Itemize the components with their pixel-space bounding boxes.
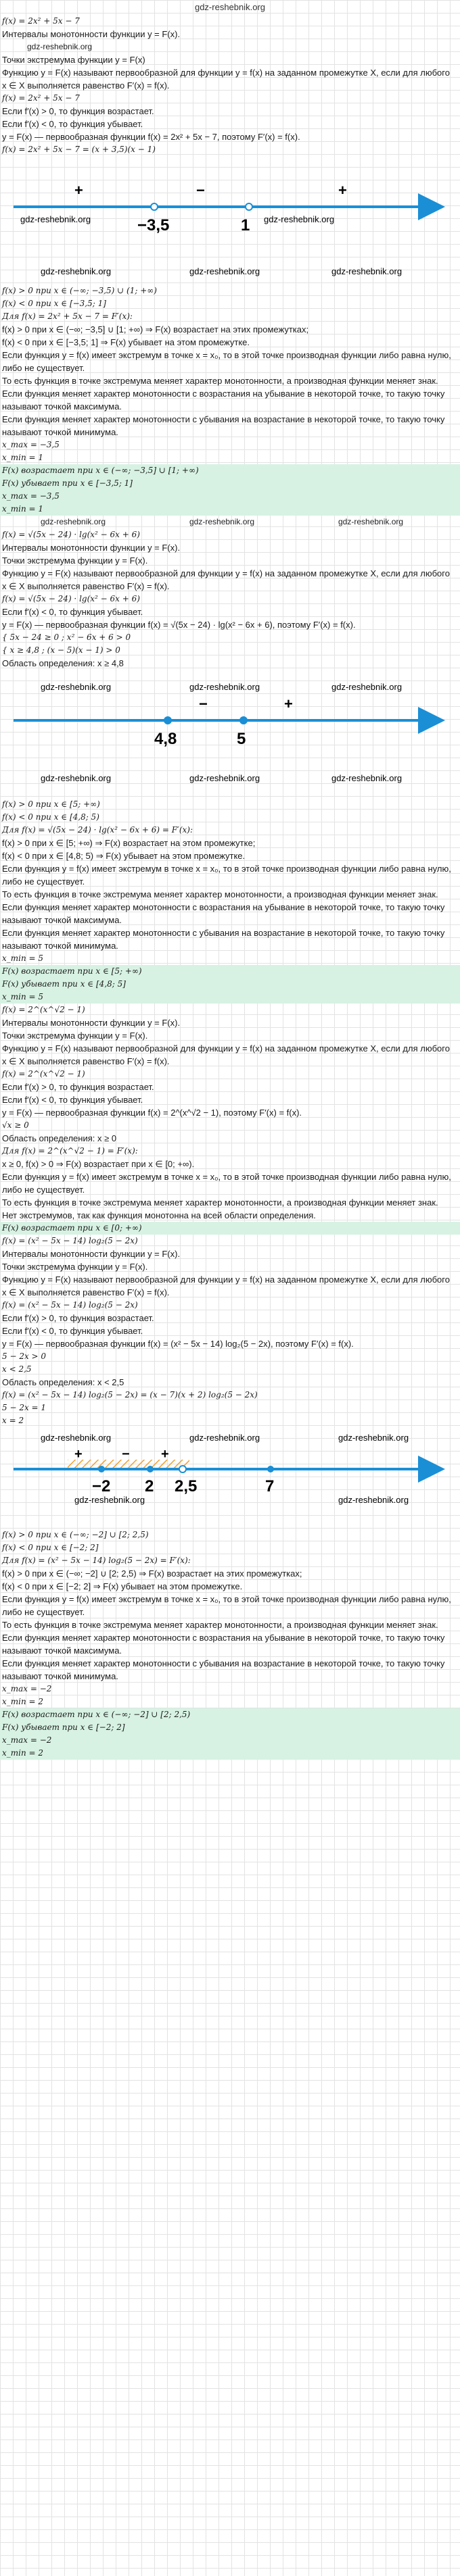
- theory-text: Если функция меняет характер монотонности с убывания на возрастание в некоторой точке, то такую точку называют точкой минимума.: [2, 414, 445, 437]
- watermark: gdz-reshebnik.org: [41, 682, 112, 692]
- theory-text: Если функция меняет характер монотонности с возрастания на убывание в некоторой точке, то такую точку называют точкой максимума.: [2, 389, 445, 412]
- function-formula: f(x) = (x² − 5x − 14) log₂(5 − 2x): [2, 1300, 138, 1310]
- root-equation: x = 2: [2, 1416, 24, 1425]
- watermark: gdz-reshebnik.org: [331, 773, 402, 783]
- derivative-note: Для f(x) = 2^(x^√2 − 1) = F′(x):: [2, 1146, 138, 1156]
- answer-line: F(x) убывает при x ∈ [−2; 2]: [2, 1723, 125, 1732]
- solution-part-1: [0, 15, 460, 528]
- definition-text: Функцию y = F(x) называют первообразной для функции y = f(x) на заданном промежутке X, если для любого x ∈ X выполняется равенство F′(x) = f(x).: [2, 568, 450, 591]
- answer-line: F(x) возрастает при x ∈ [5; +∞): [2, 966, 142, 976]
- theory-text: Если функция меняет характер монотонности с убывания на возрастание в некоторой точке, то такую точку называют точкой минимума.: [2, 928, 445, 951]
- rule-decrease: Если f′(x) < 0, то функция убывает.: [2, 607, 143, 617]
- watermark: gdz-reshebnik.org: [41, 517, 106, 526]
- answer-line: x_max = −3,5: [2, 491, 60, 501]
- sign-label: +: [74, 1447, 83, 1462]
- answer-line: x_min = 1: [2, 504, 44, 514]
- extremum-value: x_min = 5: [2, 953, 44, 963]
- theory-text: Если функция меняет характер монотонности с возрастания на убывание в некоторой точке, то такую точку называют точкой максимума.: [2, 902, 445, 925]
- watermark: gdz-reshebnik.org: [189, 517, 255, 526]
- sign-interval: f(x) < 0 при x ∈ [−2; 2]: [2, 1543, 99, 1552]
- function-formula: f(x) = √(5x − 24) · lg(x² − 6x + 6): [2, 530, 140, 539]
- monotonic-conclusion: f(x) < 0 при x ∈ [4,8; 5) ⇒ F(x) убывает на этом промежутке.: [2, 851, 246, 861]
- number-line: [0, 156, 460, 284]
- axis-point: [240, 717, 247, 724]
- sign-interval: f(x) > 0 при x ∈ (−∞; −3,5) ∪ (1; +∞): [2, 286, 157, 295]
- answer-box: [0, 464, 460, 516]
- domain-line: Область определения: x ≥ 0: [2, 1133, 117, 1143]
- solution-part-3: [0, 1004, 460, 1235]
- rule-decrease: Если f′(x) < 0, то функция убывает.: [2, 1326, 143, 1336]
- function-formula: f(x) = 2^(x^√2 − 1): [2, 1005, 85, 1014]
- extremum-value: x_min = 1: [2, 453, 44, 462]
- rule-increase: Если f′(x) > 0, то функция возрастает.: [2, 106, 154, 116]
- antiderivative-text: y = F(x) — первообразная функции f(x) = √(5x − 24) · lg(x² − 6x + 6), поэтому F′(x) = f(x).: [2, 620, 356, 630]
- watermark: gdz-reshebnik.org: [338, 1433, 409, 1443]
- answer-line: F(x) возрастает при x ∈ (−∞; −2] ∪ [2; 2,5): [2, 1710, 191, 1719]
- sign-label: +: [161, 1447, 169, 1462]
- watermark-row: [0, 516, 460, 528]
- definition-text: Функцию y = F(x) называют первообразной для функции y = f(x) на заданном промежутке X, если для любого x ∈ X выполняется равенство F′(x) = f(x).: [2, 68, 450, 91]
- answer-line: F(x) возрастает при x ∈ [0; +∞): [2, 1223, 142, 1233]
- tick-label: 1: [241, 216, 250, 234]
- site-header: gdz-reshebnik.org: [194, 2, 266, 12]
- sign-label: −: [122, 1447, 130, 1462]
- task-line: Интервалы монотонности функции y = F(x).: [2, 29, 181, 39]
- number-line: [0, 1427, 460, 1529]
- answer-line: F(x) возрастает при x ∈ (−∞; −3,5] ∪ [1; +∞): [2, 466, 199, 475]
- answer-box: [0, 1708, 460, 1760]
- domain-condition: x < 2,5: [2, 1364, 32, 1374]
- theory-text: Если функция y = f(x) имеет экстремум в точке x = x₀, то в этой точке производная функции либо равна нулю, либо не существует.: [2, 350, 451, 373]
- watermark: gdz-reshebnik.org: [20, 214, 91, 224]
- theory-text: Если функция меняет характер монотонности с убывания на возрастание в некоторой точке, то такую точку называют точкой минимума.: [2, 1658, 445, 1681]
- theory-text: Если функция меняет характер монотонности с возрастания на убывание в некоторой точке, то такую точку называют точкой максимума.: [2, 1633, 445, 1656]
- monotonic-conclusion: f(x) > 0 при x ∈ [5; +∞) ⇒ F(x) возрастает на этом промежутке;: [2, 838, 256, 848]
- extremum-value: x_min = 2: [2, 1697, 44, 1706]
- watermark-row: [0, 41, 460, 53]
- watermark: gdz-reshebnik.org: [27, 42, 93, 51]
- answer-line: x_min = 2: [2, 1748, 44, 1758]
- system-line: { 5x − 24 ≥ 0 ; x² − 6x + 6 > 0: [2, 633, 131, 642]
- axis-point: [164, 717, 171, 724]
- solution-part-4: [0, 1235, 460, 1760]
- answer-line: x_min = 5: [2, 992, 44, 1001]
- root-equation: 5 − 2x = 1: [2, 1403, 47, 1412]
- watermark: gdz-reshebnik.org: [189, 682, 260, 692]
- sign-interval: f(x) > 0 при x ∈ [5; +∞): [2, 799, 100, 809]
- theory-text: То есть функция в точке экстремума меняет характер монотонности, а производная функции меняет знак.: [2, 376, 438, 386]
- answer-box: [0, 1222, 460, 1235]
- tick-label: 2: [145, 1477, 154, 1495]
- watermark: gdz-reshebnik.org: [189, 266, 260, 276]
- axis-point: [267, 1466, 274, 1472]
- monotonic-conclusion: f(x) < 0 при x ∈ [−2; 2] ⇒ F(x) убывает на этом промежутке.: [2, 1581, 243, 1591]
- definition-text: Функцию y = F(x) называют первообразной для функции y = f(x) на заданном промежутке X, если для любого x ∈ X выполняется равенство F′(x) = f(x).: [2, 1043, 450, 1066]
- task-line: Интервалы монотонности функции y = F(x).: [2, 1018, 181, 1028]
- theory-text: Если функция y = f(x) имеет экстремум в точке x = x₀, то в этой точке производная функции либо равна нулю, либо не существует.: [2, 1172, 451, 1195]
- answer-line: F(x) убывает при x ∈ [4,8; 5]: [2, 979, 126, 989]
- tick-label: 5: [237, 730, 246, 748]
- tick-label: −2: [92, 1477, 111, 1495]
- function-formula: f(x) = 2x² + 5x − 7: [2, 93, 80, 103]
- watermark: gdz-reshebnik.org: [189, 773, 260, 783]
- factorization: f(x) = (x² − 5x − 14) log₂(5 − 2x) = (x − 7)(x + 2) log₂(5 − 2x): [2, 1390, 258, 1400]
- number-line-svg: [0, 156, 460, 284]
- sign-interval: f(x) > 0 при x ∈ (−∞; −2] ∪ [2; 2,5): [2, 1530, 149, 1539]
- watermark: gdz-reshebnik.org: [74, 1495, 145, 1505]
- number-line-svg: [0, 670, 460, 798]
- derivative-note: Для f(x) = (x² − 5x − 14) log₂(5 − 2x) = F′(x):: [2, 1556, 191, 1565]
- solution-part-2: [0, 528, 460, 1004]
- theory-text: Если функция y = f(x) имеет экстремум в точке x = x₀, то в этой точке производная функции либо равна нулю, либо не существует.: [2, 1594, 451, 1617]
- sign-label: −: [196, 182, 205, 199]
- rule-decrease: Если f′(x) < 0, то функция убывает.: [2, 119, 143, 129]
- derivative-note: Для f(x) = √(5x − 24) · lg(x² − 6x + 6) = F′(x):: [2, 825, 193, 835]
- sign-label: +: [284, 695, 293, 712]
- task-line: Точки экстремума функции y = F(x).: [2, 1262, 148, 1272]
- theory-text: То есть функция в точке экстремума меняет характер монотонности, а производная функции меняет знак.: [2, 889, 438, 899]
- axis-point: [147, 1466, 154, 1472]
- function-formula: f(x) = √(5x − 24) · lg(x² − 6x + 6): [2, 594, 140, 603]
- function-formula: f(x) = (x² − 5x − 14) log₂(5 − 2x): [2, 1236, 138, 1245]
- tick-label: −3,5: [137, 216, 170, 234]
- domain-condition: √x ≥ 0: [2, 1120, 29, 1130]
- watermark: gdz-reshebnik.org: [41, 266, 112, 276]
- extremum-value: x_max = −2: [2, 1684, 52, 1693]
- answer-line: F(x) убывает при x ∈ [−3,5; 1]: [2, 478, 133, 488]
- task-line: Точки экстремума функции y = F(x).: [2, 555, 148, 566]
- antiderivative-text: y = F(x) — первообразная функции f(x) = (x² − 5x − 14) log₂(5 − 2x), поэтому F′(x) = f(x).: [2, 1339, 354, 1349]
- theory-text: То есть функция в точке экстремума меняет характер монотонности, а производная функции меняет знак.: [2, 1620, 438, 1630]
- system-line: { x ≥ 4,8 ; (x − 5)(x − 1) > 0: [2, 645, 120, 655]
- sign-interval: f(x) < 0 при x ∈ [−3,5; 1]: [2, 299, 106, 308]
- task-line: Точки экстремума функции y = F(x).: [2, 1031, 148, 1041]
- sign-label: +: [338, 182, 347, 199]
- monotonic-conclusion: x ≥ 0, f(x) > 0 ⇒ F(x) возрастает при x ∈ [0; +∞).: [2, 1159, 195, 1169]
- watermark: gdz-reshebnik.org: [331, 682, 402, 692]
- no-extremum-note: Нет экстремумов, так как функция монотонна на всей области определения.: [2, 1210, 316, 1220]
- domain-condition: 5 − 2x > 0: [2, 1352, 47, 1361]
- watermark: gdz-reshebnik.org: [264, 214, 335, 224]
- antiderivative-text: y = F(x) — первообразная функции f(x) = 2x² + 5x − 7, поэтому F′(x) = f(x).: [2, 132, 300, 142]
- watermark: gdz-reshebnik.org: [41, 1433, 112, 1443]
- antiderivative-text: y = F(x) — первообразная функции f(x) = 2^(x^√2 − 1), поэтому F′(x) = f(x).: [2, 1108, 302, 1118]
- theory-text: Если функция y = f(x) имеет экстремум в точке x = x₀, то в этой точке производная функции либо равна нулю, либо не существует.: [2, 864, 451, 887]
- definition-text: Функцию y = F(x) называют первообразной для функции y = f(x) на заданном промежутке X, если для любого x ∈ X выполняется равенство F′(x) = f(x).: [2, 1274, 450, 1297]
- task-line: Интервалы монотонности функции y = F(x).: [2, 1249, 181, 1259]
- tick-label: 2,5: [175, 1477, 198, 1495]
- rule-increase: Если f′(x) > 0, то функция возрастает.: [2, 1082, 154, 1092]
- derivative-note: Для f(x) = 2x² + 5x − 7 = F′(x):: [2, 312, 133, 321]
- factorization: f(x) = 2x² + 5x − 7 = (x + 3,5)(x − 1): [2, 145, 156, 154]
- rule-decrease: Если f′(x) < 0, то функция убывает.: [2, 1095, 143, 1105]
- sign-interval: f(x) < 0 при x ∈ [4,8; 5): [2, 812, 99, 822]
- axis-point: [179, 1466, 186, 1472]
- domain-line: Область определения: x < 2,5: [2, 1377, 124, 1387]
- number-line: [0, 670, 460, 798]
- task-line: Точки экстремума функции y = F(x): [2, 55, 145, 65]
- watermark: gdz-reshebnik.org: [331, 266, 402, 276]
- monotonic-conclusion: f(x) > 0 при x ∈ (−∞; −3,5] ∪ [1; +∞) ⇒ F(x) возрастает на этих промежутках;: [2, 324, 309, 335]
- domain-line: Область определения: x ≥ 4,8: [2, 658, 124, 668]
- function-formula: f(x) = 2^(x^√2 − 1): [2, 1069, 85, 1079]
- number-line-svg: [0, 1427, 460, 1529]
- watermark: gdz-reshebnik.org: [189, 1433, 260, 1443]
- monotonic-conclusion: f(x) > 0 при x ∈ (−∞; −2] ∪ [2; 2,5) ⇒ F(x) возрастает на этих промежутках;: [2, 1568, 302, 1579]
- answer-line: x_max = −2: [2, 1735, 52, 1745]
- extremum-value: x_max = −3,5: [2, 440, 60, 449]
- watermark: gdz-reshebnik.org: [338, 517, 404, 526]
- function-formula: f(x) = 2x² + 5x − 7: [2, 16, 80, 26]
- watermark: gdz-reshebnik.org: [41, 773, 112, 783]
- axis-point: [246, 203, 252, 210]
- answer-box: [0, 965, 460, 1004]
- rule-increase: Если f′(x) > 0, то функция возрастает.: [2, 1313, 154, 1323]
- monotonic-conclusion: f(x) < 0 при x ∈ [−3,5; 1] ⇒ F(x) убывает на этом промежутке.: [2, 337, 250, 347]
- sign-label: −: [199, 695, 208, 712]
- task-line: Интервалы монотонности функции y = F(x).: [2, 543, 181, 553]
- tick-label: 4,8: [154, 730, 177, 748]
- watermark: gdz-reshebnik.org: [338, 1495, 409, 1505]
- theory-text: То есть функция в точке экстремума меняет характер монотонности, а производная функции меняет знак.: [2, 1197, 438, 1208]
- sign-label: +: [74, 182, 83, 199]
- axis-point: [151, 203, 158, 210]
- axis-point: [98, 1466, 105, 1472]
- tick-label: 7: [265, 1477, 275, 1495]
